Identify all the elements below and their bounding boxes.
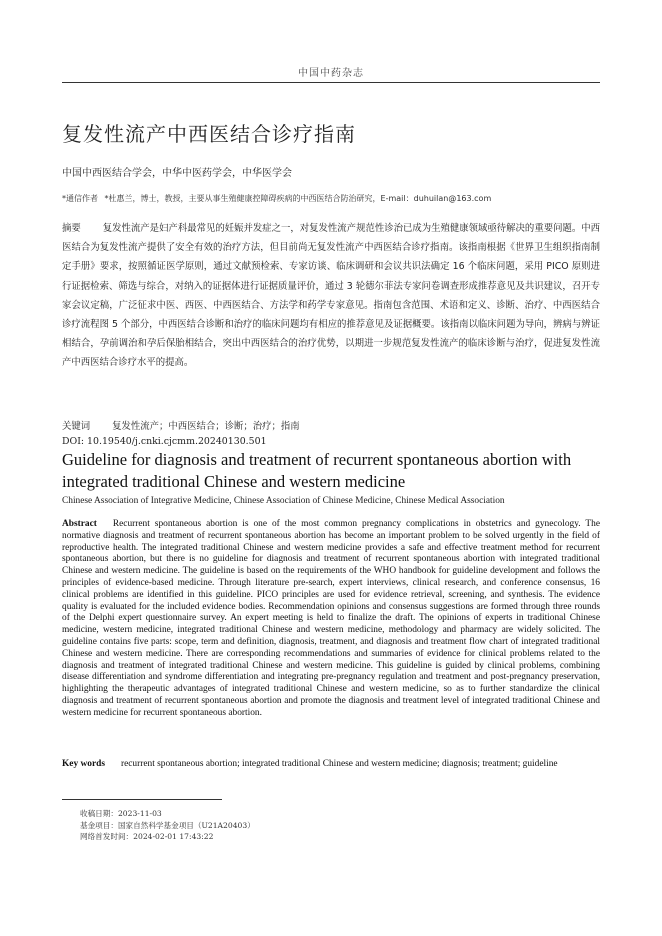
abstract-en-label: Abstract	[62, 519, 97, 529]
online-date: 网络首发时间：2024-02-01 17:43:22	[80, 832, 214, 842]
doi: DOI: 10.19540/j.cnki.cjcmm.20240130.501	[62, 436, 267, 447]
keywords-en-text: recurrent spontaneous abortion; integrated traditional Chinese and western medicine; diagnosis; treatment; guideline	[120, 759, 558, 769]
keywords-cn-text: 复发性流产；中西医结合；诊断；治疗；指南	[112, 421, 300, 432]
keywords-cn	[62, 418, 600, 432]
keywords-en	[62, 758, 600, 770]
authors-en: Chinese Association of Integrative Medicine, Chinese Association of Chinese Medicine, Chinese Medical Association	[62, 496, 505, 506]
page-title: 复发性流产中西医结合诊疗指南	[62, 122, 356, 146]
fund-project: 基金项目：国家自然科学基金项目（U21A20403）	[80, 820, 255, 830]
correspondence-note	[62, 193, 491, 204]
abstract-cn-text: 复发性流产是妇产科最常见的妊娠并发症之一，对复发性流产规范性诊治已成为生殖健康领域亟待解决的重要问题。中西医结合为复发性流产提供了安全有效的治疗方法，但目前尚无复发性流产中西医结合诊疗指南。该指南根据《世界卫生组织指南制定手册》要求，按照循证医学原则，通过文献预检索、专家访谈、临床调研和会议共识法确定 16 个临床问题，采用 PICO 原则进行证据检索、筛选与综合，对纳入的证据体进行证据质量评价，通过 3 轮德尔菲法专家问卷调查形成推荐意见及共识建议，召开专家会议定稿，广泛征求中医、西医、中西医结合、方法学和药学专家意见。指南包含范围、术语和定义、诊断、治疗、中西医结合诊疗流程图 5 个部分，中西医结合诊断和治疗的临床问题均有相应的推荐意见及证据概要。该指南以临床问题为导向，辨病与辨证相结合，孕前调治和孕后保胎相结合，突出中西医结合的治疗优势，以期进一步规范复发性流产的临床诊断与治疗，促进复发性流产中西医结合诊疗水平的提高。	[62, 223, 600, 369]
abstract-en	[62, 519, 600, 720]
abstract-cn-label: 摘要	[62, 223, 81, 234]
received-date: 收稿日期：2023-11-03	[80, 809, 162, 818]
abstract-en-text: Recurrent spontaneous abortion is one of the most common pregnancy complications in obstetrics and gynecology. The normative diagnosis and treatment of recurrent spontaneous abortion has become an important problem to be solved urgently in the field of reproductive health. The integrated traditional Chinese and western medicine provides a safe and effective treatment method for recurrent spontaneous abortion, but there is no guideline for diagnosis and treatment of recurrent spontaneous abortion with integrated traditional Chinese and western medicine. The guideline is based on the requirements of the WHO handbook for guideline development and follows the principles of evidence-based medicine. Through literature pre-search, expert interviews, clinical research, and conference consensus, 16 clinical problems are identified in this guideline. PICO principles are used for evidence retrieval, screening, and synthesis. The evidence quality is evaluated for the included evidence bodies. Recommendation opinions and consensus suggestions are formed through three rounds of the Delphi expert questionnaire survey. An expert meeting is held to finalize the draft. The opinions of experts in traditional Chinese medicine, western medicine, integrated traditional Chinese and western medicine, methodology and pharmacy are widely solicited. The guideline contains five parts: scope, term and definition, diagnosis, treatment, and diagnosis and treatment flow chart of integrated traditional Chinese and western medicine. There are corresponding recommendations and summaries of evidence for clinical problems related to the diagnosis and treatment of integrated traditional Chinese and western medicine. This guideline is guided by clinical problems, combining disease differentiation and syndrome differentiation and integrating pre-pregnancy regulation and treatment and post-pregnancy preservation, highlighting the therapeutic advantages of integrated traditional Chinese and western medicine, so as to further standardize the clinical diagnosis and treatment of recurrent spontaneous abortion and promote the diagnosis and treatment level of integrated traditional Chinese and western medicine for recurrent spontaneous abortion.	[62, 519, 600, 718]
footnotes	[80, 808, 255, 843]
correspondence-text: *杜惠兰，博士，教授，主要从事生殖健康控障碍疾病的中西医结合防治研究，E-mail：duhuilan@163.com	[104, 194, 492, 203]
footnote-divider	[62, 799, 222, 800]
authors-cn: 中国中西医结合学会，中华中医药学会，中华医学会	[62, 168, 292, 179]
keywords-en-label: Key words	[62, 759, 105, 769]
english-title: Guideline for diagnosis and treatment of recurrent spontaneous abortion with integrated traditional Chinese and western medicine	[62, 450, 572, 491]
correspondence-label: *通信作者	[62, 194, 98, 203]
keywords-cn-label: 关键词	[62, 421, 91, 432]
header-divider	[62, 82, 600, 83]
journal-header: 中国中药杂志	[298, 68, 364, 79]
abstract-cn	[62, 219, 600, 373]
